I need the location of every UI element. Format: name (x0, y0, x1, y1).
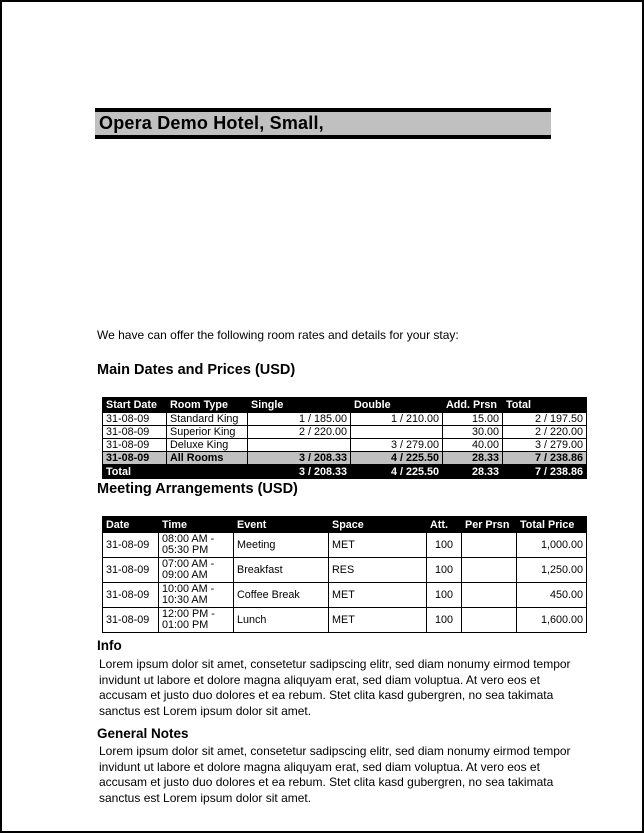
cell-single: 3 / 208.33 (248, 452, 351, 465)
cell-att: 100 (427, 608, 462, 633)
cell-total-price: 450.00 (517, 583, 587, 608)
cell-att: 100 (427, 533, 462, 558)
cell-start-date: 31-08-09 (103, 426, 167, 439)
cell-add-prsn: 15.00 (443, 413, 503, 426)
col-header-double: Double (351, 398, 443, 413)
cell-double: 1 / 210.00 (351, 413, 443, 426)
cell-per-prsn (462, 533, 517, 558)
cell-double: 4 / 225.50 (351, 465, 443, 479)
cell-single (248, 439, 351, 452)
col-header-total-price: Total Price (517, 517, 587, 533)
cell-per-prsn (462, 608, 517, 633)
rates-all-rooms-row (103, 452, 587, 465)
rates-table (102, 397, 587, 479)
time-end: 05:30 PM (162, 544, 209, 556)
col-header-room-type: Room Type (167, 398, 248, 413)
meetings-header-row (103, 517, 587, 533)
meeting-row (103, 558, 587, 583)
info-text: Lorem ipsum dolor sit amet, consetetur sadipscing elitr, sed diam nonumy eirmod tempor invidunt ut labore et dolore magna aliquyam erat, sed diam voluptua. At vero eos et accusam et justo duo dolores et ea rebum. Stet clita kasd gubergren, no sea takimata sanctus est Lorem ipsum dolor sit amet. (99, 657, 571, 718)
cell-per-prsn (462, 583, 517, 608)
col-header-att: Att. (427, 517, 462, 533)
meeting-row (103, 583, 587, 608)
cell-total-price: 1,000.00 (517, 533, 587, 558)
cell-add-prsn: 40.00 (443, 439, 503, 452)
cell-time (159, 558, 234, 583)
col-header-time: Time (159, 517, 234, 533)
cell-total-price: 1,600.00 (517, 608, 587, 633)
time-start: 08:00 AM - (162, 532, 215, 545)
cell-date: 31-08-09 (103, 608, 159, 633)
cell-single: 2 / 220.00 (248, 426, 351, 439)
cell-space: MET (329, 608, 427, 633)
meetings-table (102, 516, 587, 633)
cell-double: 4 / 225.50 (351, 452, 443, 465)
intro-text: We have can offer the following room rates and details for your stay: (97, 328, 459, 342)
general-notes-heading: General Notes (97, 726, 189, 741)
cell-space: MET (329, 583, 427, 608)
time-start: 07:00 AM - (162, 557, 215, 570)
col-header-add-prsn: Add. Prsn (443, 398, 503, 413)
cell-att: 100 (427, 558, 462, 583)
cell-time (159, 533, 234, 558)
time-end: 09:00 AM (162, 569, 208, 581)
cell-total: 7 / 238.86 (503, 465, 587, 479)
time-end: 10:30 AM (162, 594, 208, 606)
rates-row (103, 426, 587, 439)
col-header-start-date: Start Date (103, 398, 167, 413)
cell-add-prsn: 28.33 (443, 465, 503, 479)
cell-start-date: 31-08-09 (103, 452, 167, 465)
cell-total-price: 1,250.00 (517, 558, 587, 583)
cell-time (159, 608, 234, 633)
cell-total: 2 / 197.50 (503, 413, 587, 426)
cell-total: 7 / 238.86 (503, 452, 587, 465)
cell-start-date: 31-08-09 (103, 413, 167, 426)
cell-event: Coffee Break (234, 583, 329, 608)
cell-total-label: Total (103, 465, 167, 479)
cell-single: 1 / 185.00 (248, 413, 351, 426)
report-title-bar (95, 108, 551, 139)
cell-room-type: Standard King (167, 413, 248, 426)
col-header-single: Single (248, 398, 351, 413)
cell-room-type: Superior King (167, 426, 248, 439)
cell-att: 100 (427, 583, 462, 608)
col-header-date: Date (103, 517, 159, 533)
cell-add-prsn: 28.33 (443, 452, 503, 465)
cell-space: MET (329, 533, 427, 558)
hotel-title: Opera Demo Hotel, Small, (99, 113, 324, 133)
meeting-row (103, 608, 587, 633)
cell-date: 31-08-09 (103, 558, 159, 583)
cell-total: 2 / 220.00 (503, 426, 587, 439)
cell-start-date: 31-08-09 (103, 439, 167, 452)
cell-double: 3 / 279.00 (351, 439, 443, 452)
meeting-row (103, 533, 587, 558)
cell-double (351, 426, 443, 439)
cell-date: 31-08-09 (103, 583, 159, 608)
rates-row (103, 439, 587, 452)
time-start: 12:00 PM - (162, 607, 215, 620)
cell-total: 3 / 279.00 (503, 439, 587, 452)
cell-room-type: Deluxe King (167, 439, 248, 452)
col-header-space: Space (329, 517, 427, 533)
time-start: 10:00 AM - (162, 582, 215, 595)
meetings-section-heading: Meeting Arrangements (USD) (97, 481, 298, 497)
rates-header-row (103, 398, 587, 413)
info-heading: Info (97, 638, 122, 653)
cell-per-prsn (462, 558, 517, 583)
cell-space: RES (329, 558, 427, 583)
general-notes-text: Lorem ipsum dolor sit amet, consetetur sadipscing elitr, sed diam nonumy eirmod tempor invidunt ut labore et dolore magna aliquyam erat, sed diam voluptua. At vero eos et accusam et justo duo dolores et ea rebum. Stet clita kasd gubergren, no sea takimata sanctus est Lorem ipsum dolor sit amet. (99, 744, 571, 805)
cell-add-prsn: 30.00 (443, 426, 503, 439)
cell-date: 31-08-09 (103, 533, 159, 558)
cell-room-type (167, 465, 248, 479)
cell-event: Lunch (234, 608, 329, 633)
rates-section-heading: Main Dates and Prices (USD) (97, 362, 296, 378)
col-header-event: Event (234, 517, 329, 533)
rates-total-row (103, 465, 587, 479)
cell-time (159, 583, 234, 608)
col-header-per-prsn: Per Prsn (462, 517, 517, 533)
time-end: 01:00 PM (162, 619, 209, 631)
cell-event: Meeting (234, 533, 329, 558)
cell-event: Breakfast (234, 558, 329, 583)
cell-single: 3 / 208.33 (248, 465, 351, 479)
col-header-total: Total (503, 398, 587, 413)
cell-room-type: All Rooms (167, 452, 248, 465)
rates-row (103, 413, 587, 426)
